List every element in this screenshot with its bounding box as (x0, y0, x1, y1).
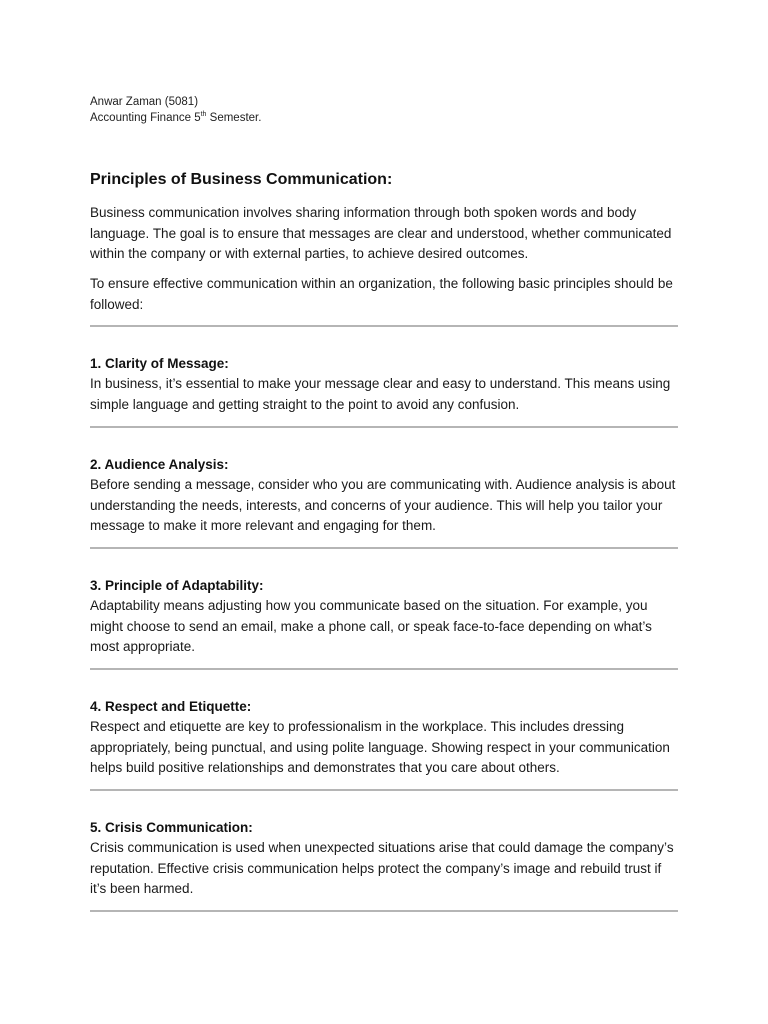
section-adaptability (90, 576, 678, 658)
intro-paragraph-2: To ensure effective communication within an organization, the following basic principles should be followed: (90, 276, 673, 312)
section-heading: 2. Audience Analysis: (90, 457, 229, 472)
section-crisis (90, 818, 678, 900)
section-clarity (90, 354, 678, 415)
author-name: Anwar Zaman (5081) (90, 96, 199, 108)
section-heading: 1. Clarity of Message: (90, 356, 229, 371)
section-body: Before sending a message, consider who you are communicating with. Audience analysis is about understanding the needs, interests, and concerns of your audience. This will help you tailor your message to make it more relevant and engaging for them. (90, 477, 676, 533)
section-body: Crisis communication is used when unexpected situations arise that could damage the company’s reputation. Effective crisis communication helps protect the company’s image and rebuild trust if it’s been harmed. (90, 840, 674, 896)
divider (90, 325, 678, 327)
program-ordinal: th (200, 111, 207, 119)
section-body: Respect and etiquette are key to professionalism in the workplace. This includes dressing appropriately, being punctual, and using polite language. Showing respect in your communication helps build positive relationships and demonstrates that you care about others. (90, 719, 670, 775)
divider (90, 789, 678, 791)
divider (90, 426, 678, 428)
divider (90, 668, 678, 670)
divider (90, 910, 678, 912)
section-heading: 3. Principle of Adaptability: (90, 578, 264, 593)
author-block (90, 94, 261, 126)
section-body: In business, it’s essential to make your message clear and easy to understand. This means using simple language and getting straight to the point to avoid any confusion. (90, 376, 671, 412)
divider (90, 547, 678, 549)
section-body: Adaptability means adjusting how you communicate based on the situation. For example, you might choose to send an email, make a phone call, or speak face-to-face depending on what’s most appropriate. (90, 598, 652, 654)
author-program (90, 110, 261, 126)
intro-paragraph-1: Business communication involves sharing information through both spoken words and body language. The goal is to ensure that messages are clear and understood, whether communicated within the company or with external parties, to achieve desired outcomes. (90, 205, 672, 261)
section-heading: 5. Crisis Communication: (90, 820, 253, 835)
section-respect (90, 697, 678, 779)
program-text: Accounting Finance 5 (90, 112, 201, 124)
document-title: Principles of Business Communication: (90, 171, 393, 188)
section-audience (90, 455, 678, 537)
section-heading: 4. Respect and Etiquette: (90, 699, 252, 714)
program-suffix: Semester. (206, 112, 262, 124)
